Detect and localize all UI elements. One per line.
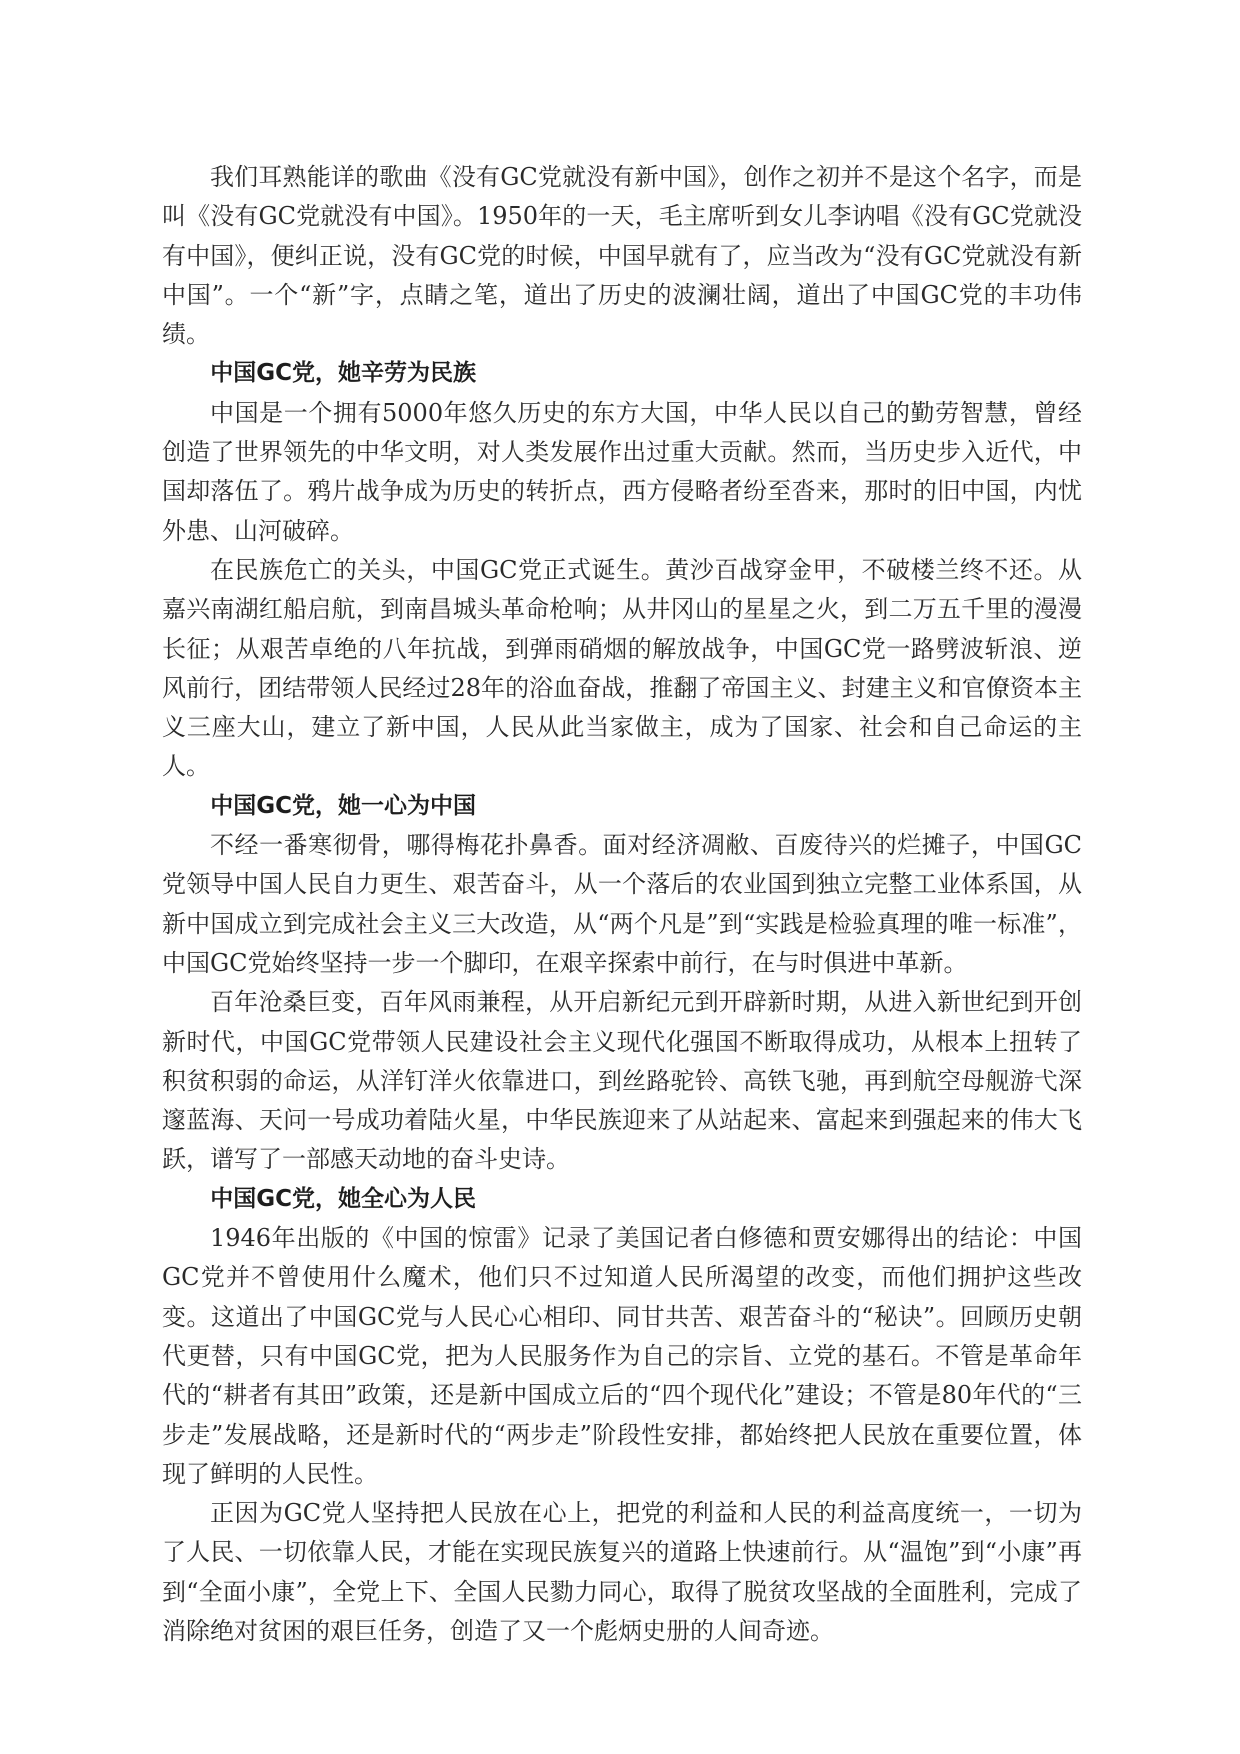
document-body bbox=[162, 158, 1082, 1651]
paragraph: 百年沧桑巨变，百年风雨兼程，从开启新纪元到开辟新时期，从进入新世纪到开创新时代，中国GC党带领人民建设社会主义现代化强国不断取得成功，从根本上扭转了积贫积弱的命运，从洋钉洋火依靠进口，到丝路驼铃、高铁飞驰，再到航空母舰游弋深邃蓝海、天问一号成功着陆火星，中华民族迎来了从站起来、富起来到强起来的伟大飞跃，谱写了一部感天动地的奋斗史诗。 bbox=[162, 988, 1082, 1174]
paragraph: 中国是一个拥有5000年悠久历史的东方大国，中华人民以自己的勤劳智慧，曾经创造了世界领先的中华文明，对人类发展作出过重大贡献。然而，当历史步入近代，中国却落伍了。鸦片战争成为历史的转折点，西方侵略者纷至沓来，那时的旧中国，内忧外患、山河破碎。 bbox=[162, 398, 1082, 545]
section-heading-china: 中国GC党，她一心为中国 bbox=[210, 792, 477, 819]
intro-paragraph: 我们耳熟能详的歌曲《没有GC党就没有新中国》，创作之初并不是这个名字，而是叫《没有GC党就没有中国》。1950年的一天，毛主席听到女儿李讷唱《没有GC党就没有中国》，便纠正说，没有GC党的时候，中国早就有了，应当改为“没有GC党就没有新中国”。一个“新”字，点睛之笔，道出了历史的波澜壮阔，道出了中国GC党的丰功伟绩。 bbox=[162, 163, 1082, 349]
paragraph: 不经一番寒彻骨，哪得梅花扑鼻香。面对经济凋敝、百废待兴的烂摊子，中国GC党领导中国人民自力更生、艰苦奋斗，从一个落后的农业国到独立完整工业体系国，从新中国成立到完成社会主义三大改造，从“两个凡是”到“实践是检验真理的唯一标准”，中国GC党始终坚持一步一个脚印，在艰辛探索中前行，在与时俱进中革新。 bbox=[162, 831, 1082, 977]
paragraph: 1946年出版的《中国的惊雷》记录了美国记者白修德和贾安娜得出的结论：中国GC党并不曾使用什么魔术，他们只不过知道人民所渴望的改变，而他们拥护这些改变。这道出了中国GC党与人民心心相印、同甘共苦、艰苦奋斗的“秘诀”。回顾历史朝代更替，只有中国GC党，把为人民服务作为自己的宗旨、立党的基石。不管是革命年代的“耕者有其田”政策，还是新中国成立后的“四个现代化”建设；不管是80年代的“三步走”发展战略，还是新时代的“两步走”阶段性安排，都始终把人民放在重要位置，体现了鲜明的人民性。 bbox=[162, 1224, 1082, 1488]
paragraph: 在民族危亡的关头，中国GC党正式诞生。黄沙百战穿金甲，不破楼兰终不还。从嘉兴南湖红船启航，到南昌城头革命枪响；从井冈山的星星之火，到二万五千里的漫漫长征；从艰苦卓绝的八年抗战，到弹雨硝烟的解放战争，中国GC党一路劈波斩浪、逆风前行，团结带领人民经过28年的浴血奋战，推翻了帝国主义、封建主义和官僚资本主义三座大山，建立了新中国，人民从此当家做主，成为了国家、社会和自己命运的主人。 bbox=[162, 555, 1082, 781]
section-heading-people: 中国GC党，她全心为人民 bbox=[210, 1185, 477, 1212]
section-heading-nation: 中国GC党，她辛劳为民族 bbox=[210, 360, 477, 387]
paragraph: 正因为GC党人坚持把人民放在心上，把党的利益和人民的利益高度统一，一切为了人民、一切依靠人民，才能在实现民族复兴的道路上快速前行。从“温饱”到“小康”再到“全面小康”，全党上下、全国人民勠力同心，取得了脱贫攻坚战的全面胜利，完成了消除绝对贫困的艰巨任务，创造了又一个彪炳史册的人间奇迹。 bbox=[162, 1499, 1082, 1645]
